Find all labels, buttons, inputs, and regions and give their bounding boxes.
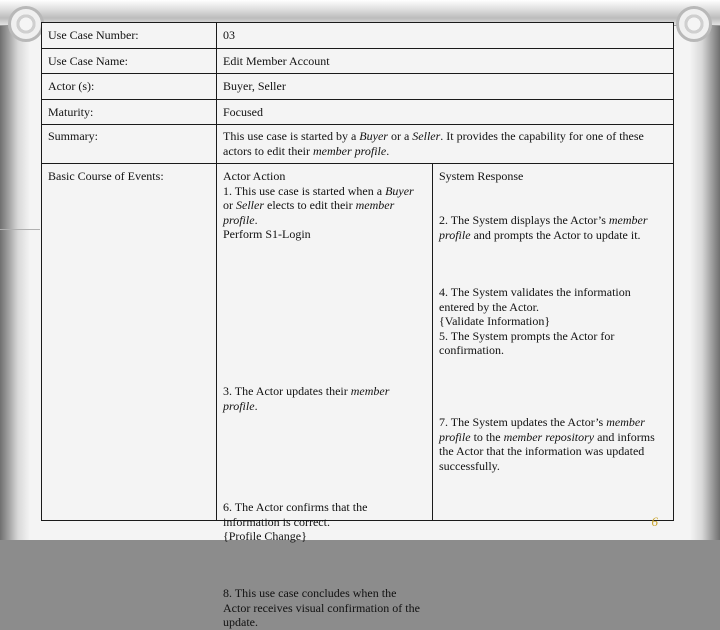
actor-step-1-part: elects to edit their — [264, 198, 356, 212]
actor-step-6-line: {Profile Change} — [223, 529, 307, 543]
system-step-7-part: and informs the Actor that the information was updated successfully. — [439, 429, 655, 473]
actor-step-1-extra: Perform S1-Login — [223, 227, 311, 241]
system-step-2-part: and prompts the Actor to update it. — [470, 227, 641, 242]
system-step-4-line: 4. The System validates the information entered by the Actor. — [439, 285, 631, 314]
actor-step-6 — [223, 500, 426, 544]
summary-part: Seller — [412, 129, 441, 143]
summary-part: or a — [387, 129, 413, 143]
actor-step-3-part: 3. The Actor updates their — [223, 384, 351, 398]
system-step-7-part: member repository — [503, 429, 595, 444]
system-step-7-part: to the — [470, 429, 504, 444]
system-response-column — [433, 164, 675, 521]
actor-step-1 — [223, 184, 426, 228]
system-step-2-part: member profile — [439, 213, 648, 242]
basic-course-cell — [217, 164, 674, 629]
actor-step-1-part: member profile — [223, 198, 395, 227]
maturity-value: Focused — [217, 99, 674, 125]
summary-label: Summary: — [42, 125, 217, 164]
actor-step-8: 8. This use case concludes when the Actor receives visual confirmation of the update. — [223, 586, 420, 629]
side-rule — [0, 229, 40, 230]
summary-part: This use case is started by a — [223, 129, 360, 143]
row-actors — [42, 74, 674, 100]
basic-course-label: Basic Course of Events: — [42, 164, 217, 521]
system-step-7-part: 7. The System updates the Actor’s — [439, 415, 607, 429]
summary-part: Buyer — [359, 129, 388, 143]
actors-value: Buyer, Seller — [217, 74, 674, 100]
actor-step-1-part: 1. This use case is started when a — [223, 183, 386, 198]
row-use-case-number — [42, 23, 674, 49]
actor-step-1-part: Seller — [236, 198, 264, 212]
row-use-case-name — [42, 48, 674, 74]
actor-action-block-1 — [223, 169, 426, 242]
summary-value — [217, 125, 674, 164]
actor-step-1-part: or — [223, 198, 236, 212]
page-number: 6 — [651, 514, 658, 529]
summary-part: member profile — [312, 143, 387, 158]
volute-right-ornament — [676, 6, 712, 42]
row-summary — [42, 125, 674, 164]
actor-step-3-part: . — [254, 398, 258, 413]
actor-action-column — [217, 164, 433, 629]
system-step-4-line: {Validate Information} — [439, 314, 551, 328]
use-case-number-value: 03 — [217, 23, 674, 49]
actor-step-6-line: 6. The Actor confirms that the information is correct. — [223, 500, 368, 529]
actor-step-1-part: Buyer — [385, 183, 414, 198]
system-step-7 — [439, 415, 669, 473]
use-case-name-value: Edit Member Account — [217, 48, 674, 74]
system-step-2 — [439, 213, 669, 242]
maturity-label: Maturity: — [42, 99, 217, 125]
use-case-number-label: Use Case Number: — [42, 23, 217, 49]
actor-step-3-part: member profile — [223, 384, 390, 413]
actor-step-1-part: . — [254, 212, 258, 227]
actors-label: Actor (s): — [42, 74, 217, 100]
system-step-7-part: member profile — [439, 415, 645, 444]
volute-left-ornament — [8, 6, 44, 42]
use-case-name-label: Use Case Name: — [42, 48, 217, 74]
actor-step-3 — [223, 384, 426, 413]
actor-action-header: Actor Action — [223, 169, 286, 183]
use-case-table — [41, 22, 674, 629]
summary-part: . It provides the capability for one of these actors to edit their — [223, 129, 644, 158]
system-step-2-part: 2. The System displays the Actor’s — [439, 213, 609, 227]
summary-part: . — [386, 143, 390, 158]
row-basic-course — [42, 164, 674, 521]
system-step-5-line: 5. The System prompts the Actor for confirmation. — [439, 328, 615, 357]
row-maturity — [42, 99, 674, 125]
system-step-4-5 — [439, 285, 669, 358]
system-response-header: System Response — [439, 169, 524, 183]
events-grid — [217, 164, 675, 629]
